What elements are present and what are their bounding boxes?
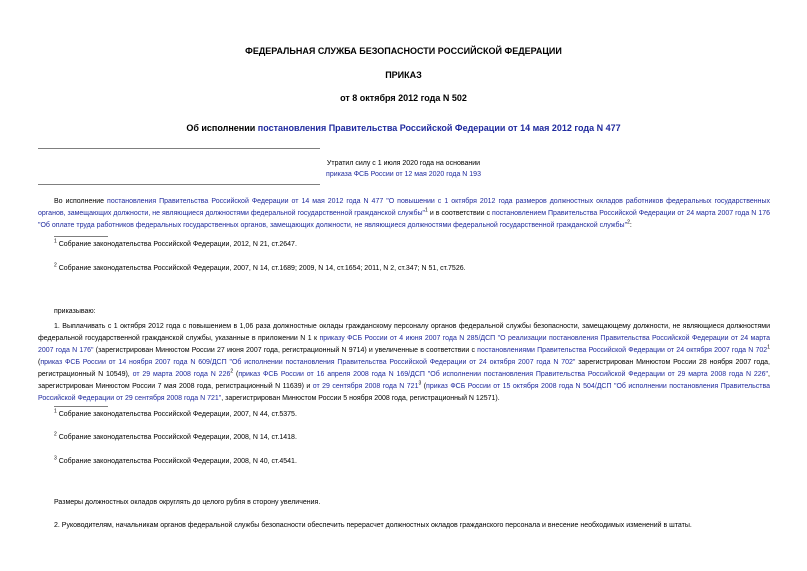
footnote-4 bbox=[54, 432, 297, 444]
footnote-mark-1: 1 bbox=[425, 207, 428, 214]
footnote-mark: 2 bbox=[230, 368, 234, 375]
p1-link-decree-721[interactable]: от 29 сентября 2008 года N 721 bbox=[312, 383, 419, 390]
footnote-1 bbox=[54, 239, 297, 251]
doc-title bbox=[0, 123, 807, 133]
doc-type: ПРИКАЗ bbox=[385, 70, 422, 80]
footnote-mark: 3 bbox=[54, 455, 57, 462]
p1-text-2: (зарегистрирован Минюстом России 27 июня 2007 года, регистрационный N 9714) и увеличенные в соответствии с bbox=[93, 347, 478, 354]
p1-link-order-169[interactable]: приказ ФСБ России от 16 апреля 2008 года N 169/ДСП "Об исполнении постановления Правительства Российской Федерации от 29 марта 2008 года N 226" bbox=[238, 371, 769, 378]
order-paragraph-1 bbox=[38, 321, 770, 405]
title-prefix: Об исполнении bbox=[186, 123, 258, 133]
footnote-mark-2: 2 bbox=[627, 219, 630, 226]
p1-text-1: 1. Выплачивать с 1 октября 2012 года с повышением в 1,06 раза должностные оклады гражданскому персоналу органов федеральной службы безопасности, замещающему должности, не являющиеся должностями федеральной государственной гражданской службы, указанные в приложении N 1 к bbox=[38, 323, 770, 342]
p1-link-order-285[interactable]: приказу ФСБ России от 4 июня 2007 года N 285/ДСП "О реализации постановления Правительства Российской Федерации от 24 марта 2007 года N 176" bbox=[38, 335, 770, 354]
intro-text-2: и в соответствии с bbox=[427, 210, 493, 217]
footnote-text: Собрание законодательства Российской Федерации, 2008, N 40, ст.4541. bbox=[56, 458, 297, 465]
footnote-text: Собрание законодательства Российской Федерации, 2007, N 44, ст.5375. bbox=[56, 411, 297, 418]
p1-text-7: ( bbox=[421, 383, 427, 390]
intro-link-decree-176[interactable]: постановлением Правительства Российской Федерации от 24 марта 2007 года N 176 "Об оплате труда работников федеральных государственных органов, замещающих должности, не являющиеся должностями федеральной государственной гражданской службы" bbox=[38, 210, 770, 229]
footnote-divider-1 bbox=[54, 236, 108, 237]
intro-link-decree-477[interactable]: постановления Правительства Российской Федерации от 14 мая 2012 года N 477 "О повышении с 1 октября 2012 года размеров должностных окладов работников федеральных государственных органов, замещающих должности, не являющиеся должностями федеральной государственной гражданской службы" bbox=[38, 198, 771, 217]
footnote-text: Собрание законодательства Российской Федерации, 2008, N 14, ст.1418. bbox=[56, 434, 297, 441]
footnote-5 bbox=[54, 456, 297, 468]
footnote-mark: 1 bbox=[54, 408, 57, 415]
p1-text-8: , зарегистрирован Минюстом России 5 ноября 2008 года, регистрационный N 12571). bbox=[221, 395, 500, 402]
p1-text-6: , зарегистрирован Минюстом России 7 мая 2008 года, регистрационный N 11639) и bbox=[38, 371, 770, 390]
footnote-mark: 3 bbox=[418, 380, 422, 387]
intro-text-1: Во исполнение bbox=[54, 198, 108, 205]
p1-text-3: ( bbox=[38, 359, 41, 366]
footnote-divider-2 bbox=[54, 406, 108, 407]
footnote-mark: 2 bbox=[54, 431, 57, 438]
footnote-2 bbox=[54, 263, 466, 275]
footnote-text: Собрание законодательства Российской Федерации, 2007, N 14, ст.1689; 2009, N 14, ст.1654; 2011, N 2, ст.347; N 51, ст.7526. bbox=[56, 265, 466, 272]
rounding-paragraph: Размеры должностных окладов округлять до целого рубля в сторону увеличения. bbox=[54, 499, 321, 506]
intro-text-3: : bbox=[629, 222, 632, 229]
p1-link-order-609[interactable]: приказ ФСБ России от 14 ноября 2007 года N 609/ДСП "Об исполнении постановления Правительства Российской Федерации от 24 октября 2007 года N 702" bbox=[40, 359, 576, 366]
footnote-mark: 2 bbox=[54, 262, 57, 269]
order-verb: приказываю: bbox=[54, 308, 96, 315]
footnote-text: Собрание законодательства Российской Федерации, 2012, N 21, ст.2647. bbox=[56, 241, 297, 248]
order-paragraph-2: 2. Руководителям, начальникам органов федеральной службы безопасности обеспечить перерасчет должностных окладов гражданского персонала и внесение необходимых изменений в штаты. bbox=[54, 522, 692, 529]
agency-name: ФЕДЕРАЛЬНАЯ СЛУЖБА БЕЗОПАСНОСТИ РОССИЙСКОЙ ФЕДЕРАЦИИ bbox=[245, 46, 562, 56]
validity-note bbox=[0, 158, 807, 180]
intro-paragraph bbox=[38, 196, 770, 232]
p1-link-decree-702[interactable]: постановлениями Правительства Российской Федерации от 24 октября 2007 года N 702 bbox=[477, 347, 768, 354]
validity-link[interactable]: приказа ФСБ России от 12 мая 2020 года N 193 bbox=[326, 171, 481, 178]
p1-link-order-504[interactable]: приказ ФСБ России от 15 октября 2008 года N 504/ДСП "Об исполнении постановления Правительства Российской Федерации от 29 сентября 2008 года N 721" bbox=[38, 383, 770, 402]
footnote-mark: 1 bbox=[767, 344, 770, 351]
p1-text-4: зарегистрирован Минюстом России 28 ноября 2007 года, регистрационный N 10549), bbox=[38, 359, 770, 378]
divider-top bbox=[38, 148, 320, 149]
divider-bottom bbox=[38, 184, 320, 185]
footnote-mark: 1 bbox=[54, 238, 57, 245]
p1-text-5: ( bbox=[233, 371, 239, 378]
footnote-3 bbox=[54, 409, 297, 421]
validity-line: Утратил силу с 1 июля 2020 года на основании bbox=[326, 160, 481, 167]
p1-link-decree-226[interactable]: от 29 марта 2008 года N 226 bbox=[132, 371, 231, 378]
title-link[interactable]: постановления Правительства Российской Федерации от 14 мая 2012 года N 477 bbox=[257, 123, 621, 133]
doc-date-number: от 8 октября 2012 года N 502 bbox=[340, 93, 467, 103]
